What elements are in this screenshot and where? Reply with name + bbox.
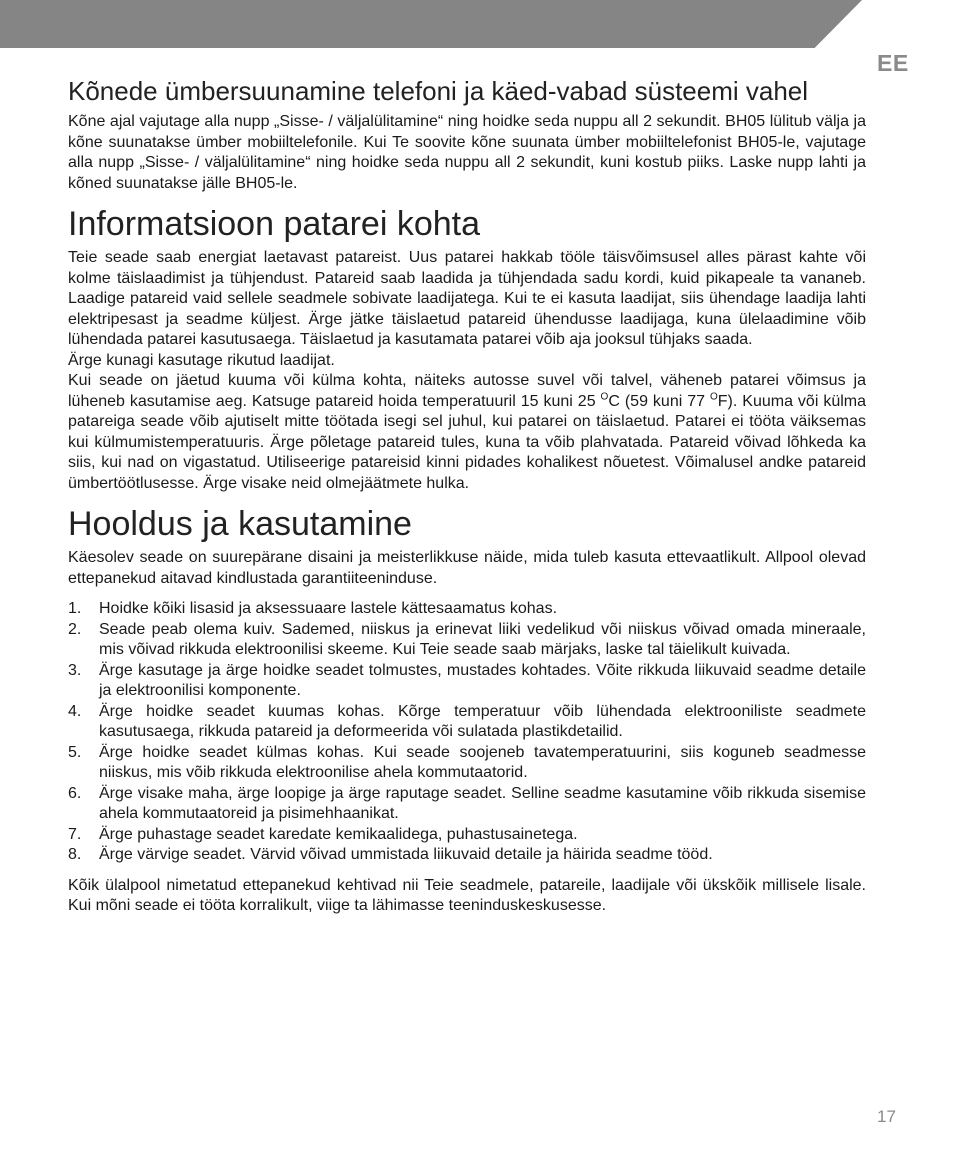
- list-item-text: Ärge värvige seadet. Värvid võivad ummistada liikuvaid detaile ja häirida seadme tööd.: [99, 846, 713, 863]
- section-title-battery: Informatsioon patarei kohta: [68, 205, 481, 243]
- list-item-number: 2.: [68, 620, 82, 638]
- list-item: [68, 784, 866, 825]
- header-bar: [0, 0, 862, 48]
- list-item: [68, 825, 866, 846]
- list-item-text: Ärge visake maha, ärge loopige ja ärge raputage seadet. Selline seadme kasutamine võib rikkuda sisemise ahela kommutaatoreid ja pisimehhaanikat.: [99, 784, 866, 822]
- language-code: EE: [877, 50, 909, 76]
- list-item-text: Ärge puhastage seadet karedate kemikaalidega, puhastusainetega.: [99, 825, 578, 843]
- list-item: [68, 845, 866, 866]
- section-title-care: Hooldus ja kasutamine: [68, 505, 412, 543]
- list-item-number: 7.: [68, 825, 82, 843]
- care-intro: Käesolev seade on suurepärane disaini ja meisterlikkuse näide, mida tuleb kasuta ettevaatlikult. Allpool olevad ettepanekud aitavad kindlustada garantiiteeninduse.: [68, 549, 866, 587]
- list-item-number: 1.: [68, 600, 82, 617]
- list-item: [68, 661, 866, 702]
- page-number: 17: [877, 1107, 896, 1126]
- list-item: [68, 599, 866, 620]
- list-item-text: Ärge hoidke seadet kuumas kohas. Kõrge temperatuur võib lühendada elektrooniliste seadmete kasutusaega, rikkuda patareid ja deformeerida või sulatada plastikdetailid.: [99, 702, 866, 740]
- list-item-number: 3.: [68, 661, 82, 679]
- list-item-text: Ärge kasutage ja ärge hoidke seadet tolmustes, mustades kohtades. Võite rikkuda liikuvaid seadme detaile ja elektroonilisi komponente.: [99, 661, 866, 699]
- list-item-number: 5.: [68, 743, 82, 761]
- care-list: [68, 599, 866, 866]
- battery-text-3: Kui seade on jäetud kuuma või külma kohta, näiteks autosse suvel või talvel, väheneb patarei võimsus ja lüheneb kasutamise aeg. Katsuge patareid hoida temperatuuril 15 kuni 25 $^O$C (59 kuni 77 $^O$F). Kuuma või külma patareiga seade võib ajutiselt mitte töötada isegi sel juhul, kui patarei on täislaetud. Patarei ei tööta väiksemas kui külmumistemperatuuris. Ärge põletage patareid tules, kuna ta võib plahvatada. Patareid võivad lõhkeda ka siis, kui nad on vigastatud. Utiliseerige patareisid kinni pidades kohalikest nõuetest. Võimalusel andke patareid ümbertöötlusesse. Ärge visake neid olmejäätmete hulka.: [68, 372, 867, 492]
- list-item-text: Seade peab olema kuiv. Sademed, niiskus ja erinevat liiki vedelikud või niiskus võivad omada mineraale, mis võivad rikkuda elektroonilisi skeeme. Kui Teie seade saab märjaks, laske tal täielikult kuivada.: [99, 620, 866, 658]
- list-item-number: 6.: [68, 784, 82, 802]
- battery-text-2: Ärge kunagi kasutage rikutud laadijat.: [68, 351, 335, 369]
- list-item-text: Ärge hoidke seadet külmas kohas. Kui seade soojeneb tavatemperatuurini, siis koguneb seadmesse niiskus, mis võib rikkuda elektroonilise ahela kommutaatorid.: [99, 743, 866, 781]
- care-outro: Kõik ülalpool nimetatud ettepanekud kehtivad nii Teie seadmele, patareile, laadijale või ükskõik millisele lisale. Kui mõni seade ei tööta korralikult, viige ta lähimasse teeninduskeskusesse.: [68, 876, 866, 914]
- list-item: [68, 620, 866, 661]
- list-item: [68, 743, 866, 784]
- list-item-text: Hoidke kõiki lisasid ja aksessuaare lastele kättesaamatus kohas.: [99, 600, 558, 617]
- section-title-call-transfer: Kõnede ümbersuunamine telefoni ja käed-vabad süsteemi vahel: [68, 76, 809, 106]
- list-item-number: 4.: [68, 702, 82, 720]
- list-item: [68, 702, 866, 743]
- page-content: [68, 74, 866, 917]
- battery-text-1: Teie seade saab energiat laetavast patareist. Uus patarei hakkab tööle täisvõimsusel alles pärast kahte või kolme täislaadimist ja tühjendust. Patareid saab laadida ja tühjendada sadu kordi, kuid pikapeale ta vananeb. Laadige patareid vaid sellele seadmele sobivate laadijatega. Kui te ei kasuta laadijat, siis ühendage laadija lahti elektripesast ja seadme küljest. Ärge jätke täislaetud patareid ühendusse laadijaga, kuna ülelaadimine võib lühendada patarei kasutusaega. Täislaetud ja kasutamata patarei võib aja jooksul tühjaks saada.: [68, 249, 866, 348]
- call-transfer-text: Kõne ajal vajutage alla nupp „Sisse- / väljalülitamine“ ning hoidke seda nuppu all 2 sekundit. BH05 lülitub välja ja kõne suunatakse ümber mobiiltelefonile. Kui Te soovite kõne suunata ümber mobiiltelefonist BH05-le, vajutage alla nupp „Sisse- / väljalülitamine“ ning hoidke seda nuppu all 2 sekundit, kuni kostub piiks. Laske nupp lahti ja kõned suunatakse jälle BH05-le.: [68, 113, 866, 192]
- list-item-number: 8.: [68, 846, 82, 863]
